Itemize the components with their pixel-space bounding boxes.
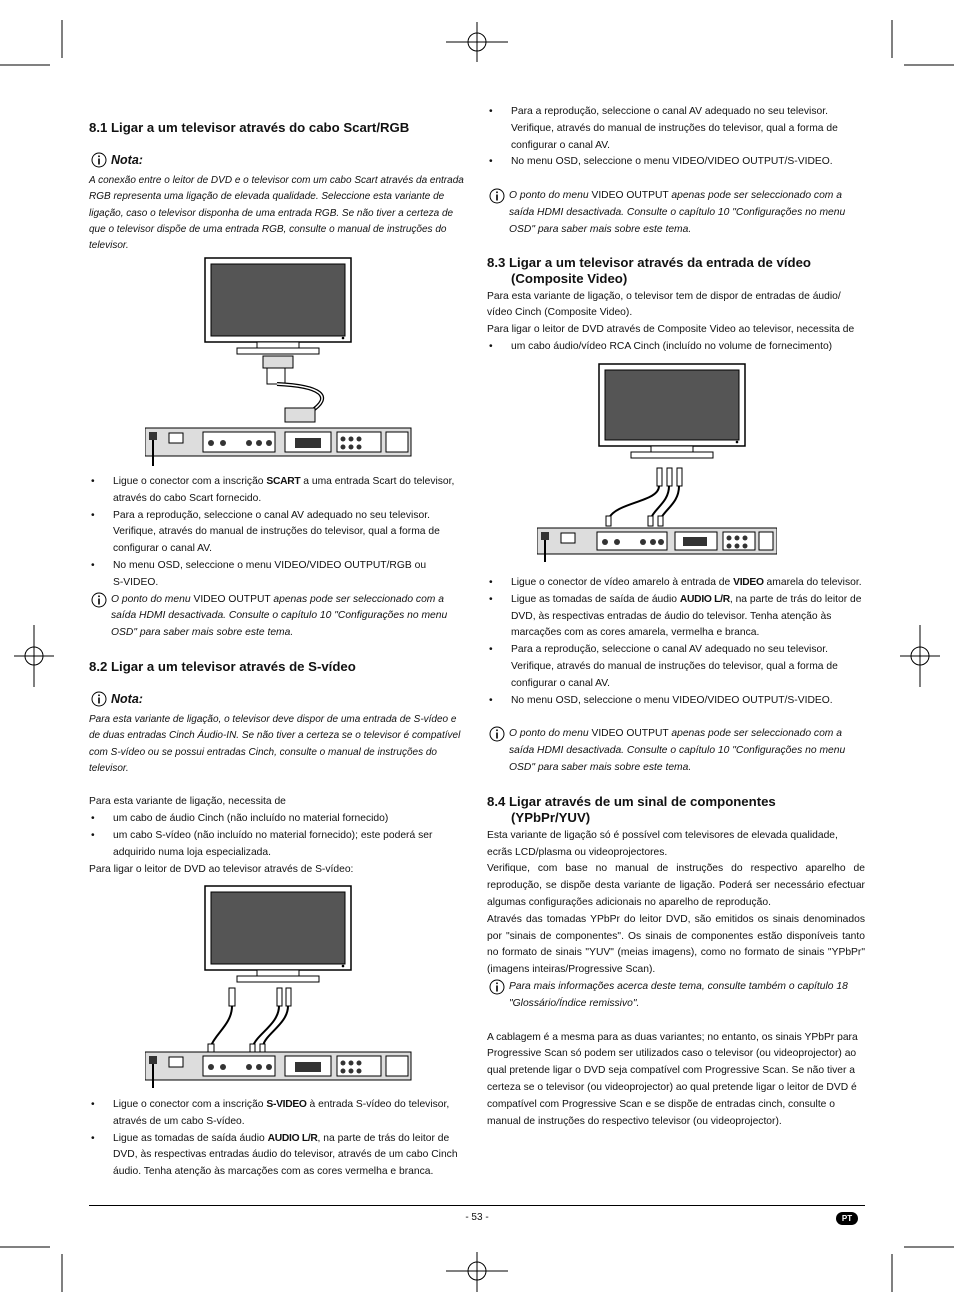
list-item: • No menu OSD, seleccione o menu VIDEO/VIDEO OUTPUT/RGB ou S-VIDEO. (89, 558, 467, 592)
list-item: • Ligue o conector com a inscrição S-VIDEO à entrada S-vídeo do televisor, através de um cabo S-vídeo. (89, 1097, 467, 1131)
section-8-4-title: 8.4 Ligar através de um sinal de componentes (YPbPr/YUV) (487, 793, 776, 825)
tip-8-4: Para mais informações acerca deste tema, consulte também o capítulo 18 "Glossário/Índice remissivo". (487, 979, 865, 1013)
s-video-connection-illustration (145, 884, 412, 1090)
s-video-steps (89, 1097, 467, 1181)
composite-steps (487, 575, 865, 709)
note-8-2-text: Para esta variante de ligação, o televisor deve dispor de uma entrada de S-vídeo e de duas entradas Cinch Áudio-IN. Se não tiver a certeza se o televisor é compatível com S-vídeo ou se possui entradas Cinch, consulte o manual de instruções do televisor. (89, 713, 461, 774)
section-8-1-title: 8.1 Ligar a um televisor através do cabo Scart/RGB (89, 120, 410, 135)
info-icon (489, 979, 505, 1002)
list-item: • Ligue as tomadas de saída áudio AUDIO L/R, na parte de trás do leitor de DVD, às respectivas entradas áudio do televisor, através de um cabo Cinch áudio. Tenha atenção às marcações com as cores vermelha e branca. (89, 1131, 467, 1181)
paragraph: A cablagem é a mesma para as duas variantes; no entanto, os sinais YPbPr para Progressive Scan só podem ser utilizados caso o televisor (ou videoprojector) ao qual pretende ligar o DVD seja compatível com Progressive Scan. Se não tiver a certeza se o televisor (ou videoprojector) ao qual pretende ligar o leitor de DVD é compatível com Progressive Scan e se dispõe de entradas cinch, consulte o manual de instruções do respectivo televisor (ou videoprojector). (487, 1031, 858, 1127)
section-8-3-title: 8.3 Ligar a um televisor através da entrada de vídeo (Composite Video) (487, 254, 811, 286)
info-icon (91, 152, 107, 175)
list-item: • um cabo de áudio Cinch (não incluído no material fornecido) (89, 811, 467, 828)
tip-8-3: O ponto do menu VIDEO OUTPUT apenas pode ser seleccionado com a saída HDMI desactivada. Consulte o capítulo 10 "Configurações no menu OSD" para saber mais sobre este tema. (487, 726, 865, 776)
info-icon (91, 691, 107, 714)
registration-mark-bottom (446, 1252, 508, 1292)
list-item: • Para a reprodução, seleccione o canal AV adequado no seu televisor. Verifique, através do manual de instruções do televisor, qual a forma de configurar o canal AV. (89, 508, 467, 558)
paragraph: Para esta variante de ligação, o televisor tem de dispor de entradas de áudio/ vídeo Cinch (Composite Video). (487, 290, 841, 319)
info-icon (489, 188, 505, 211)
composite-video-connection-illustration (537, 362, 777, 566)
paragraph: Através das tomadas YPbPr do leitor DVD, são emitidos os sinais denominados por "sinais de componentes". Os sinais de componentes estão disponíveis tanto no formato de sinais "YUV" (meias imagens), como no formato de sinais "YPbPr" (imagens inteiras/Progressive Scan). (487, 913, 865, 976)
left-column (89, 120, 467, 255)
right-column (487, 104, 865, 356)
left-column-bottom (89, 1097, 467, 1181)
paragraph: Para esta variante de ligação, necessita de (89, 796, 286, 808)
right-column-lower (487, 575, 865, 1130)
note-8-2: Nota: (89, 691, 467, 710)
registration-mark-left (14, 625, 54, 687)
footer-rule (89, 1205, 865, 1206)
info-icon (91, 592, 107, 615)
paragraph: Para ligar o leitor de DVD através de Composite Video ao televisor, necessita de (487, 324, 855, 336)
section-8-2-title: 8.2 Ligar a um televisor através de S-vídeo (89, 658, 356, 674)
list-item: • No menu OSD, seleccione o menu VIDEO/VIDEO OUTPUT/S-VIDEO. (487, 693, 865, 710)
left-column-lower (89, 474, 467, 878)
paragraph: Verifique, com base no manual de instruções do respectivo aparelho de reprodução, se dispõe desta variante de ligação. Poderá ser necessário efectuar algumas configurações adicionais no aparelho de reprodução. (487, 863, 865, 908)
registration-mark-right (900, 625, 940, 687)
list-item: • Para a reprodução, seleccione o canal AV adequado no seu televisor. Verifique, através do manual de instruções do televisor, qual a forma de configurar o canal AV. (487, 104, 865, 154)
list-item: • No menu OSD, seleccione o menu VIDEO/VIDEO OUTPUT/S-VIDEO. (487, 154, 865, 171)
registration-mark-top (446, 22, 508, 62)
requirements-list (487, 339, 865, 356)
list-item: • Ligue o conector de vídeo amarelo à entrada de VIDEO amarela do televisor. (487, 575, 865, 592)
tip-8-1: O ponto do menu VIDEO OUTPUT apenas pode ser seleccionado com a saída HDMI desactivada. Consulte o capítulo 10 "Configurações no menu OSD" para saber mais sobre este tema. (89, 592, 467, 642)
info-icon (489, 726, 505, 749)
paragraph: Esta variante de ligação só é possível com televisores de elevada qualidade, ecrãs LCD/plasma ou videoprojectores. (487, 829, 838, 858)
s-video-steps-continued (487, 104, 865, 171)
list-item: • Ligue o conector com a inscrição SCART a uma entrada Scart do televisor, através do cabo Scart fornecido. (89, 474, 467, 508)
requirements-list (89, 811, 467, 861)
tip-8-2: O ponto do menu VIDEO OUTPUT apenas pode ser seleccionado com a saída HDMI desactivada. Consulte o capítulo 10 "Configurações no menu OSD" para saber mais sobre este tema. (487, 188, 865, 238)
paragraph: Para ligar o leitor de DVD ao televisor através de S-vídeo: (89, 863, 354, 875)
scart-connection-illustration (145, 256, 412, 468)
scart-steps (89, 474, 467, 592)
list-item: • um cabo áudio/vídeo RCA Cinch (incluído no volume de fornecimento) (487, 339, 865, 356)
note-8-1-text: A conexão entre o leitor de DVD e o televisor com um cabo Scart através da entrada RGB representa uma ligação de elevada qualidade. Seleccione esta variante de ligação, caso o televisor disponha de uma entrada RGB. Se não tiver a certeza de que o televisor dispõe de uma entrada RGB, consulte o manual de instruções do televisor. (89, 174, 464, 252)
page-number: - 53 - (465, 1212, 489, 1223)
list-item: • um cabo S-vídeo (não incluído no material fornecido); este poderá ser adquirido numa loja especializada. (89, 828, 467, 862)
list-item: • Para a reprodução, seleccione o canal AV adequado no seu televisor. Verifique, através do manual de instruções do televisor, qual a forma de configurar o canal AV. (487, 642, 865, 692)
language-badge: PT (836, 1212, 858, 1225)
list-item: • Ligue as tomadas de saída de áudio AUDIO L/R, na parte de trás do leitor de DVD, às respectivas entradas de áudio do televisor. Tenha atenção às marcações com as cores amarela, vermelha e branca. (487, 592, 865, 642)
note-8-1: Nota: (89, 152, 467, 171)
